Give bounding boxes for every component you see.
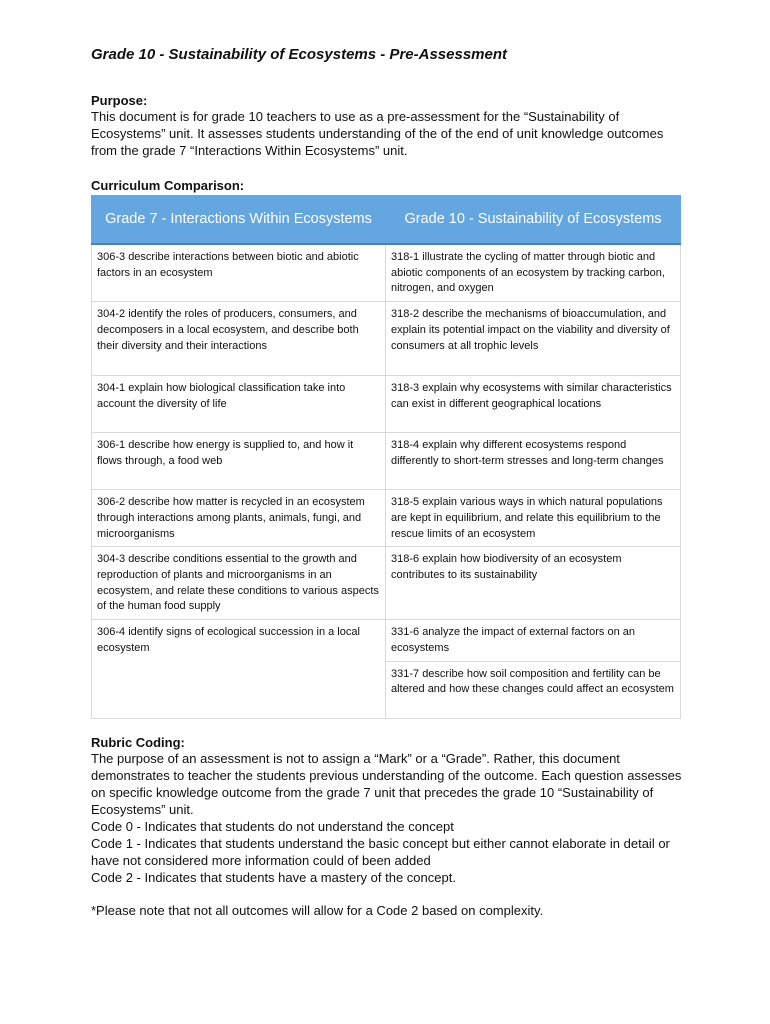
grade7-outcome-cell: 306-4 identify signs of ecological succession in a local ecosystem	[92, 620, 386, 718]
grade7-outcome-cell: 306-1 describe how energy is supplied to, and how it flows through, a food web	[92, 433, 386, 490]
grade10-outcome-cell: 318-4 explain why different ecosystems respond differently to short-term stresses and long-term changes	[386, 433, 681, 490]
grade10-column-header: Grade 10 - Sustainability of Ecosystems	[386, 196, 681, 245]
grade7-column-header: Grade 7 - Interactions Within Ecosystems	[92, 196, 386, 245]
grade10-outcome-cell: 331-7 describe how soil composition and fertility can be altered and how these changes could affect an ecosystem	[386, 661, 681, 718]
grade7-outcome-cell: 304-2 identify the roles of producers, consumers, and decomposers in a local ecosystem, and describe both their diversity and their interactions	[92, 302, 386, 376]
curriculum-comparison-table	[91, 195, 681, 719]
rubric-code-2: Code 2 - Indicates that students have a mastery of the concept.	[91, 870, 456, 885]
complexity-note: *Please note that not all outcomes will allow for a Code 2 based on complexity.	[91, 903, 544, 918]
table-row	[92, 547, 681, 620]
grade7-outcome-cell: 306-2 describe how matter is recycled in an ecosystem through interactions among plants, animals, fungi, and microorganisms	[92, 490, 386, 547]
table-row	[92, 620, 681, 661]
table-row	[92, 490, 681, 547]
grade7-outcome-cell: 306-3 describe interactions between biotic and abiotic factors in an ecosystem	[92, 244, 386, 302]
grade10-outcome-cell: 318-6 explain how biodiversity of an ecosystem contributes to its sustainability	[386, 547, 681, 620]
curriculum-heading: Curriculum Comparison:	[91, 178, 245, 193]
grade10-outcome-cell: 318-5 explain various ways in which natural populations are kept in equilibrium, and relate this equilibrium to the rescue limits of an ecosystem	[386, 490, 681, 547]
rubric-heading: Rubric Coding:	[91, 735, 185, 750]
table-row	[92, 433, 681, 490]
grade7-outcome-cell: 304-3 describe conditions essential to the growth and reproduction of plants and microorganisms in an ecosystem, and relate these conditions to various aspects of the human food supply	[92, 547, 386, 620]
purpose-section	[91, 93, 681, 159]
rubric-code-0: Code 0 - Indicates that students do not understand the concept	[91, 819, 454, 834]
table-row	[92, 302, 681, 376]
table-row	[92, 376, 681, 433]
grade10-outcome-cell: 318-1 illustrate the cycling of matter through biotic and abiotic components of an ecosystem by tracking carbon, nitrogen, and oxygen	[386, 244, 681, 302]
table-header-row	[92, 196, 681, 245]
grade10-outcome-cell: 331-6 analyze the impact of external factors on an ecosystems	[386, 620, 681, 661]
document-title: Grade 10 - Sustainability of Ecosystems - Pre-Assessment	[91, 46, 507, 63]
rubric-intro: The purpose of an assessment is not to assign a “Mark” or a “Grade”. Rather, this document demonstrates to teacher the students previous understanding of the outcome. Each question assesses on specific knowledge outcome from the grade 7 unit that precedes the grade 10 “Sustainability of Ecosystems” unit.	[91, 751, 682, 817]
grade10-outcome-cell: 318-2 describe the mechanisms of bioaccumulation, and explain its potential impact on the viability and diversity of consumers at all trophic levels	[386, 302, 681, 376]
purpose-text: This document is for grade 10 teachers to use as a pre-assessment for the “Sustainability of Ecosystems” unit. It assesses students understanding of the of the end of unit knowledge outcomes from the grade 7 “Interactions Within Ecosystems” unit.	[91, 109, 664, 158]
rubric-section	[91, 735, 691, 919]
grade10-outcome-cell: 318-3 explain why ecosystems with similar characteristics can exist in different geographical locations	[386, 376, 681, 433]
rubric-code-1: Code 1 - Indicates that students understand the basic concept but either cannot elaborate in detail or have not considered more information could of been added	[91, 836, 670, 868]
purpose-heading: Purpose:	[91, 93, 148, 108]
grade7-outcome-cell: 304-1 explain how biological classification take into account the diversity of life	[92, 376, 386, 433]
table-row	[92, 244, 681, 302]
